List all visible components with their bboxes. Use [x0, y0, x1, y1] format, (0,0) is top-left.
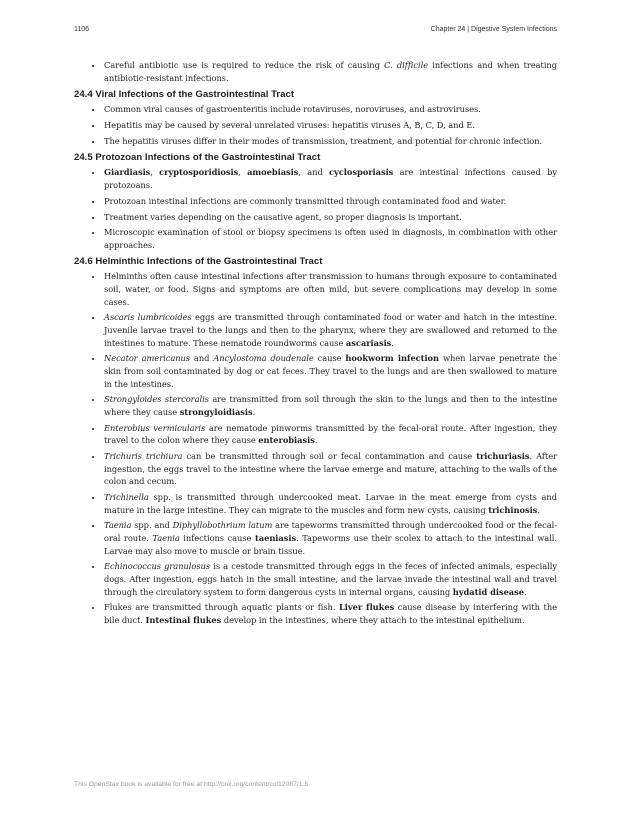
key-term: taeniasis [254, 533, 297, 544]
list-item: • Microscopic examination of stool or biopsy specimens is often used in diagnosis, in combination with other approaches. [103, 226, 557, 251]
list-item: • Trichuris trichiura can be transmitted through soil or fecal contamination and cause trichuriasis. After ingestion, the eggs travel to the intestine where the larvae emerge and mature, attaching to the walls of the colon and cecum. [103, 450, 557, 488]
list-item: • Ascaris lumbricoides eggs are transmitted through contaminated food or water and hatch in the intestine. Juvenile larvae travel to the lungs and then to the pharynx, where they are swallowed and returned to the intestines to mature. These nematode roundworms cause ascariasis. [103, 311, 557, 349]
species-name: Taenia [152, 533, 180, 544]
list-item: • Necator americanus and Ancylostoma doudenale cause hookworm infection when larvae penetrate the skin from soil contaminated by dog or cat feces. They travel to the lungs and are then swallowed to mature in the intestines. [103, 352, 557, 390]
species-name: Ancylostoma doudenale [213, 353, 314, 364]
key-term: amoebiasis [247, 167, 299, 178]
species-name: Enterobius vermicularis [104, 422, 206, 433]
species-name: Echinococcus granulosus [104, 561, 211, 572]
key-term: Liver flukes [339, 602, 395, 613]
section-heading-24-4: 24.4 Viral Infections of the Gastrointestinal Tract [74, 89, 295, 101]
species-name: Diphyllobothrium latum [172, 520, 273, 531]
species-name: Taenia [104, 520, 132, 531]
page-footer: This OpenStax book is available for free at http://cnx.org/content/col12087/1.5 [74, 781, 309, 788]
key-term: Intestinal flukes [145, 615, 222, 625]
intro-list [74, 59, 557, 84]
key-term: cryptosporidiosis [159, 167, 239, 178]
key-term: hookworm infection [345, 353, 440, 364]
list-item: • The hepatitis viruses differ in their modes of transmission, treatment, and potential for chronic infection. [103, 135, 557, 148]
key-term: ascariasis [345, 337, 392, 348]
section-24-4-list [74, 103, 557, 147]
list-item: • Strongyloides stercoralis are transmitted from soil through the skin to the lungs and then to the intestine where they cause strongyloidiasis. [103, 393, 557, 418]
list-item: • Protozoan intestinal infections are commonly transmitted through contaminated food and water. [103, 195, 557, 208]
section-heading-24-5: 24.5 Protozoan Infections of the Gastrointestinal Tract [74, 152, 321, 164]
key-term: hydatid disease [452, 586, 524, 597]
list-item: • Flukes are transmitted through aquatic plants or fish. Liver flukes cause disease by interfering with the bile duct. Intestinal flukes develop in the intestines, where they attach to the intestinal epithelium. [103, 601, 557, 626]
page-number: 1106 [74, 26, 90, 33]
species-name: C. difficile [384, 60, 429, 70]
key-term: trichuriasis [476, 451, 530, 462]
list-item: • Trichinella spp. is transmitted through undercooked meat. Larvae in the meat emerge from cysts and mature in the large intestine. They can migrate to the muscles and form new cysts, causing trichinosis. [103, 491, 557, 516]
species-name: Necator americanus [104, 353, 191, 364]
list-item: • Hepatitis may be caused by several unrelated viruses: hepatitis viruses A, B, C, D, and E. [103, 119, 557, 132]
list-item: • Careful antibiotic use is required to reduce the risk of causing C. difficile infections and when treating antibiotic-resistant infections. [103, 59, 557, 84]
list-item: • Common viral causes of gastroenteritis include rotaviruses, noroviruses, and astroviruses. [103, 103, 557, 116]
section-heading-24-6: 24.6 Helminthic Infections of the Gastrointestinal Tract [74, 256, 323, 268]
species-name: Trichuris trichiura [104, 451, 183, 462]
species-name: Strongyloides stercoralis [104, 394, 209, 405]
chapter-title: Chapter 24 | Digestive System Infections [430, 26, 557, 33]
section-24-6-list [74, 270, 557, 626]
key-term: trichinosis [488, 504, 538, 515]
key-term: cyclosporiasis [328, 167, 394, 178]
key-term: Giardiasis [104, 167, 151, 178]
species-name: Trichinella [104, 492, 149, 503]
section-24-5-list [74, 166, 557, 251]
list-item: • Helminths often cause intestinal infections after transmission to humans through exposure to contaminated soil, water, or food. Signs and symptoms are often mild, but severe complications may develop in some cases. [103, 270, 557, 308]
list-item: • Enterobius vermicularis are nematode pinworms transmitted by the fecal-oral route. After ingestion, they travel to the colon where they cause enterobiasis. [103, 422, 557, 447]
list-item: • Echinococcus granulosus is a cestode transmitted through eggs in the feces of infected animals, especially dogs. After ingestion, eggs hatch in the small intestine, and the larvae invade the intestinal wall and travel through the circulatory system to form dangerous cysts in internal organs, causing hydatid disease. [103, 560, 557, 598]
species-name: Ascaris lumbricoides [104, 312, 192, 323]
page-content [74, 59, 557, 630]
list-item: • Treatment varies depending on the causative agent, so proper diagnosis is important. [103, 211, 557, 224]
key-term: enterobiasis [258, 435, 315, 446]
list-item: • Giardiasis, cryptosporidiosis, amoebiasis, and cyclosporiasis are intestinal infections caused by protozoans. [103, 166, 557, 191]
key-term: strongyloidiasis [179, 406, 253, 417]
list-item: • Taenia spp. and Diphyllobothrium latum are tapeworms transmitted through undercooked food or the fecal-oral route. Taenia infections cause taeniasis. Tapeworms use their scolex to attach to the intestinal wall. Larvae may also move to muscle or brain tissue. [103, 519, 557, 557]
